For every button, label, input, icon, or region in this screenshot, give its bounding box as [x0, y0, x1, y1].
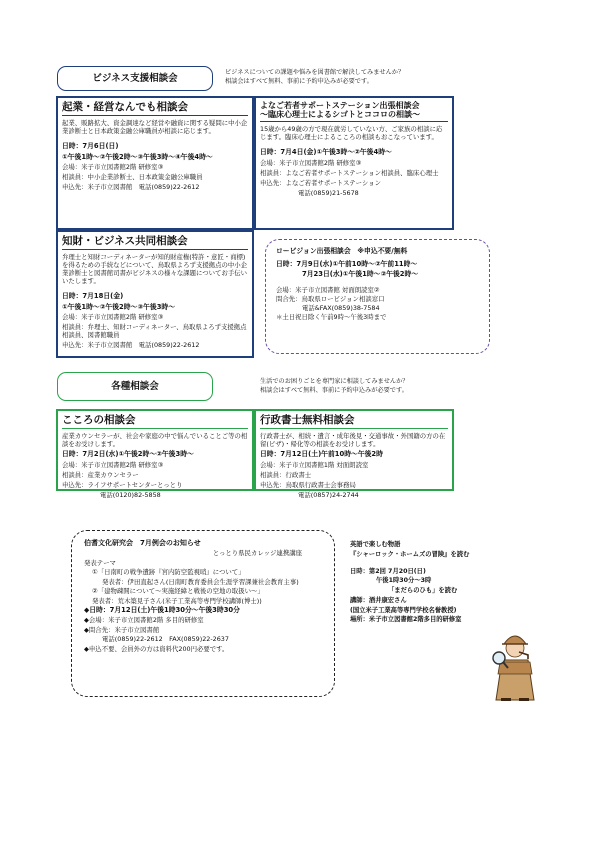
presenter-2: 発表者：荒木築見子さん(米子工業高等専門学校講師(博士)) [92, 596, 262, 605]
event-date-2: 7月23日(水)①午後1時～②午後2時～ [302, 269, 419, 278]
contact: 問合先：鳥取県ロービジョン相談窓口 [276, 295, 385, 304]
presenter-1: 発表者：伊田直起さん(日南町教育委員会生涯学習課兼社会教育主事) [102, 577, 299, 586]
hakuto-culture-notice [71, 530, 335, 697]
contact: ◆問合先：米子市立図書館 [84, 625, 160, 634]
staff: 相談員：弁理士、知財コーディネーター、鳥取県よろず支援拠点相談員、図書館職員 [62, 323, 247, 340]
lecturer: 講師：酒井康宏さん [350, 596, 407, 604]
time-slots: ①午後1時～②午後2時～③午後3時～ [62, 302, 176, 311]
contact: 申込先：米子市立図書館 電話(0859)22-2612 [62, 341, 200, 350]
various-consultation-heading [57, 372, 213, 401]
venue: 会場：米子市立図書館 対面朗読室② [276, 286, 380, 295]
various-intro [260, 378, 560, 396]
box-description: 弁理士と知財コーディネーターが知的財産権(特許・意匠・商標)を得るための手続などについて、鳥取県よろず支援拠点の中小企業診断士と図書館司書がビジネスの様々な課題についてお手伝いいたします。 [62, 253, 248, 286]
box-title: 起業・経営なんでも相談会 [62, 101, 248, 116]
box-description: 起業、販路拡大、資金調達など経営や融資に関する疑問に中小企業診断士と日本政策金融公庫職員が相談に応じます。 [62, 119, 248, 136]
box-title: ロービジョン出張相談会 ※申込不要/無料 [276, 247, 408, 255]
theme-label: 発表テーマ [84, 558, 116, 567]
cosponsor: とっとり県民カレッジ連携講座 [212, 549, 302, 558]
phone-fax: 電話(0859)22-2612 FAX(0859)22-2637 [102, 635, 229, 644]
time-slots: ①午後1時～②午後2時～③午後3時～④午後4時～ [62, 152, 213, 161]
kigyo-consultation-box [56, 96, 254, 230]
heading-text: ビジネス支援相談会 [92, 72, 178, 84]
low-vision-consultation-box [265, 239, 490, 354]
subtitle-line: ～臨床心理士によるシゴトとココロの相談～ [260, 110, 420, 120]
box-title [260, 101, 448, 122]
kokoro-consultation-box [56, 409, 254, 499]
note: ◆申込不要、会員外の方は資料代200円必要です。 [84, 644, 229, 653]
theme-1: ①「日南町の戦争遺跡『宮内防空監視哨』について」 [92, 568, 245, 577]
venue: 会場：米子市立図書館2階 研修室③ [260, 158, 362, 167]
box-title: 知財・ビジネス共同相談会 [62, 235, 248, 250]
notice-title: 伯耆文化研究会 7月例会のお知らせ [84, 539, 201, 547]
event-date: 日時：7月9日(水)①午前10時～②午前11時～ [276, 260, 418, 269]
staff: 相談員：行政書士 [260, 470, 312, 479]
contact: 申込先：米子市立図書館 電話(0859)22-2612 [62, 183, 200, 192]
chizai-consultation-box [56, 230, 254, 358]
venue: 会場：米子市立図書館2階 研修室③ [62, 460, 164, 469]
event-line-1: 英語で楽しむ物語 [350, 541, 401, 548]
event-date: 日時：7月18日(金) [62, 292, 124, 301]
event-date: 日時：7月12日(土)午前10時～午後2時 [260, 450, 383, 459]
venue: ◆会場：米子市立図書館2階 多目的研修室 [84, 616, 204, 625]
sherlock-holmes-illustration [488, 620, 542, 702]
contact: 申込先：鳥取県行政書士会事務局 [260, 480, 356, 489]
event-place: 場所：米子市立図書館2階多目的研修室 [350, 616, 462, 624]
intro-line: 相談会はすべて無料、事前に予約申込みが必要です。 [225, 77, 373, 85]
gyosei-consultation-box [254, 409, 454, 499]
venue: 会場：米子市立図書館1階 対面朗読室 [260, 460, 369, 469]
theme-2: ②「建物疎開について～実施経緯と戦後の空地の取扱い～」 [92, 587, 264, 596]
event-date: 日時：7月6日(日) [62, 142, 119, 151]
reading-title: 「まだらのひも」を読む [388, 587, 458, 594]
heading-text: 各種相談会 [111, 380, 159, 392]
yonago-support-box [254, 96, 454, 230]
staff: 相談員：よなご若者サポートステーション相談員、臨床心理士 [260, 168, 439, 177]
intro-line: 生活でのお困りごとを専門家に相談してみませんか？ [260, 378, 409, 385]
note: ＊土日祝日除く午前9時～午後3時まで [276, 313, 387, 322]
contact: 申込先：よなご若者サポートステーション [260, 178, 381, 187]
lecturer-affiliation: (国立米子工業高等専門学校名誉教授) [350, 606, 457, 614]
staff: 相談員：中小企業診断士、日本政策金融公庫職員 [62, 173, 203, 182]
box-title: 行政書士無料相談会 [260, 414, 448, 429]
intro-line: ビジネスについての課題や悩みを図書館で解決してみませんか？ [225, 69, 405, 76]
phone: 電話(0857)24-2744 [298, 490, 359, 499]
box-title: こころの相談会 [62, 414, 248, 429]
english-story-event [350, 540, 530, 625]
business-intro [225, 69, 525, 87]
intro-line: 相談会はすべて無料、事前に予約申込みが必要です。 [260, 386, 408, 394]
phone-fax: 電話&FAX(0859)38-7584 [302, 304, 380, 313]
title-line: よなご若者サポートステーション出張相談会 [260, 101, 420, 110]
contact: 申込先：ライフサポートセンターとっとり [62, 480, 183, 489]
event-date: 日時：7月2日(水)①午後2時～②午後3時～ [62, 450, 194, 459]
event-date: ◆日時：7月12日(土)午後1時30分～午後3時30分 [84, 606, 240, 615]
venue: 会場：米子市立図書館2階 研修室③ [62, 163, 164, 172]
event-line-2: 『シャーロック・ホームズの冒険』を読む [350, 550, 470, 558]
event-time: 午後1時30分～3時 [376, 577, 432, 585]
box-description: 産業カウンセラーが、社会や家庭の中で悩んでいることご等の相談をお受けします。 [62, 432, 248, 449]
staff: 相談員：産業カウンセラー [62, 470, 139, 479]
event-date: 日時：第2回 7月20日(日) [350, 567, 426, 575]
phone: 電話(0120)82-5858 [100, 490, 161, 499]
box-description: 行政書士が、相続・遺言・成年後見・交通事故・外国籍の方の在留(ビザ)・帰化等の相談をお受けします。 [260, 432, 446, 449]
event-date: 日時：7月4日(金)①午後3時～②午後4時～ [260, 148, 392, 157]
phone: 電話(0859)21-5678 [298, 188, 359, 197]
box-description: 15歳から49歳の方で現在就労していない方、ご家族の相談に応じます。臨床心理士によるこころの相談もおこなっています。 [260, 125, 443, 142]
venue: 会場：米子市立図書館2階 研修室③ [62, 313, 164, 322]
business-support-heading [57, 66, 213, 91]
